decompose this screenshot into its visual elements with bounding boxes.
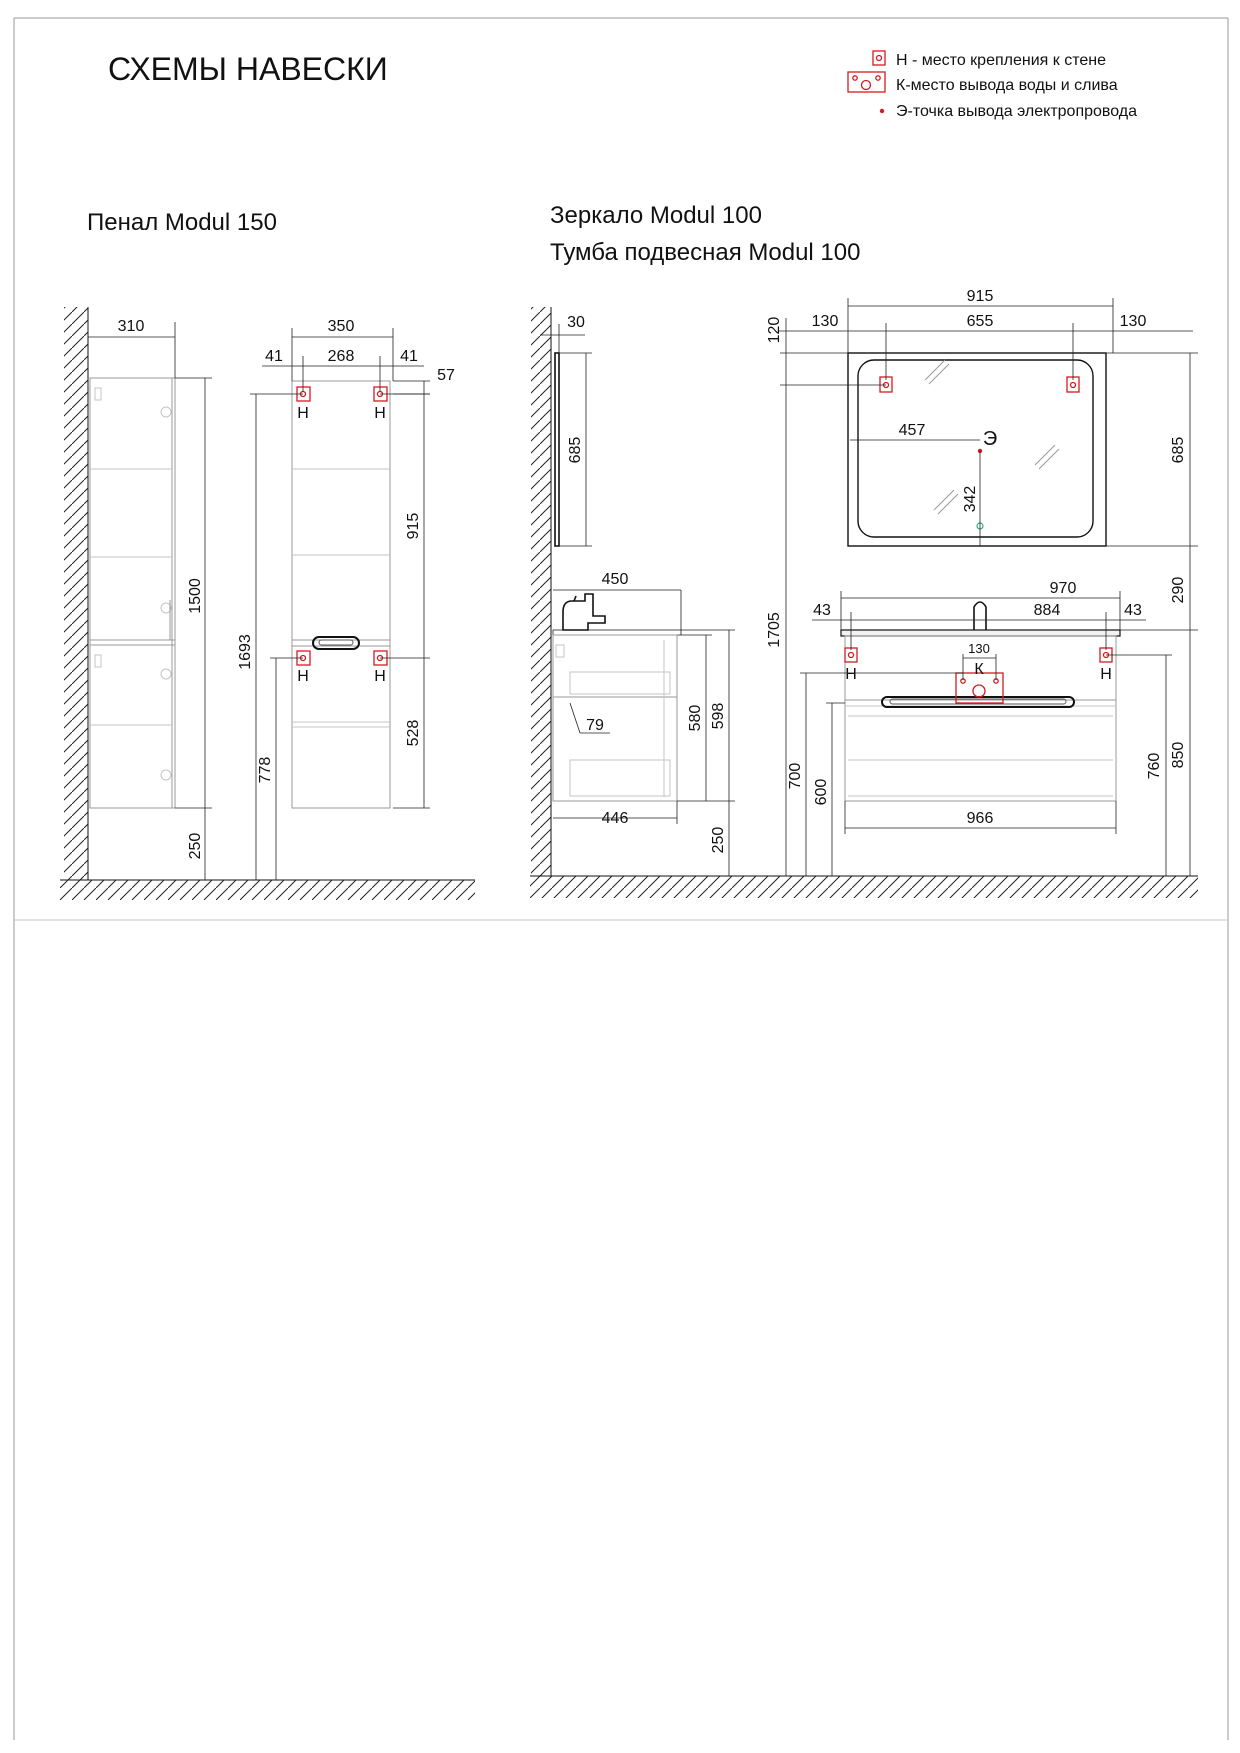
siphon-icon [974, 602, 986, 630]
dim-cabinet-width: 970 [1049, 580, 1077, 597]
dim-cabinet-water: 130 [968, 641, 990, 656]
dim-penal-edge-left: 41 [265, 348, 283, 365]
dim-cabinet-bottom-depth: 446 [601, 810, 629, 827]
dim-penal-upper: 915 [405, 512, 422, 540]
cabinet-front-view [787, 580, 1190, 876]
water-label: К [974, 661, 984, 678]
dim-cabinet-h700: 700 [787, 762, 804, 790]
penal-mount-mid-right [374, 651, 387, 685]
faucet-icon [563, 594, 605, 630]
penal-side-view [60, 307, 475, 900]
dim-mirror-height: 685 [1170, 436, 1187, 464]
dim-mirror-total: 1705 [766, 612, 783, 648]
dim-cabinet-outer-height: 598 [710, 702, 727, 730]
mirror-front-view [766, 288, 1198, 876]
penal-front-view [237, 318, 455, 880]
caption-cabinet: Тумба подвесная Modul 100 [550, 239, 861, 266]
dim-cabinet-between: 884 [1033, 602, 1061, 619]
caption-penal: Пенал Modul 150 [87, 209, 277, 236]
penal-mount-mid-left [297, 651, 310, 685]
water-outlet-icon [848, 72, 885, 92]
mirror-cabinet-side-view [530, 307, 1198, 898]
dim-mirror-depth: 30 [567, 314, 585, 331]
dim-mirror-left: 130 [811, 313, 839, 330]
mount-label: Н [374, 668, 386, 685]
dim-cabinet-right: 43 [1124, 602, 1142, 619]
page-title: СХЕМЫ НАВЕСКИ [108, 51, 388, 87]
dim-penal-total-top: 1693 [237, 634, 254, 670]
dim-mirror-elec-x: 457 [898, 422, 926, 439]
mount-label: Н [297, 405, 309, 422]
dim-cabinet-h760: 760 [1146, 752, 1163, 780]
dim-cabinet-notch: 79 [586, 717, 604, 734]
dim-penal-floor: 250 [187, 832, 204, 860]
dim-mirror-side-height: 685 [567, 436, 584, 464]
legend-mount: Н - место крепления к стене [896, 52, 1106, 69]
mount-point-icon [873, 51, 885, 65]
dim-mirror-elec-y: 342 [962, 485, 979, 513]
dim-penal-height: 1500 [187, 578, 204, 614]
electric-label: Э [982, 428, 998, 450]
dim-penal-width: 350 [327, 318, 355, 335]
dim-cabinet-left: 43 [813, 602, 831, 619]
dim-cabinet-inner-height: 580 [687, 704, 704, 732]
mount-label: Н [1100, 666, 1112, 683]
dim-mirror-gap: 290 [1170, 576, 1187, 604]
dim-penal-inner: 268 [327, 348, 355, 365]
mount-label: Н [845, 666, 857, 683]
dim-penal-depth: 310 [117, 318, 145, 335]
dim-penal-total-mid: 778 [257, 756, 274, 784]
dim-cabinet-bottom-width: 966 [966, 810, 994, 827]
cabinet-mount-left [845, 648, 857, 683]
electric-point-icon [880, 109, 884, 113]
dim-mirror-top: 120 [766, 316, 783, 344]
dim-penal-top-offset: 57 [437, 367, 455, 384]
dim-cabinet-h600: 600 [813, 778, 830, 806]
legend [848, 51, 1137, 120]
penal-mount-top-right [374, 387, 387, 422]
mount-label: Н [297, 668, 309, 685]
dim-penal-lower: 528 [405, 719, 422, 747]
dim-cabinet-floor: 250 [710, 826, 727, 854]
dim-cabinet-depth: 450 [601, 571, 629, 588]
dim-mirror-right: 130 [1119, 313, 1147, 330]
cabinet-mount-right [1100, 648, 1112, 683]
dim-mirror-between: 655 [966, 313, 994, 330]
dim-penal-edge-right: 41 [400, 348, 418, 365]
dim-mirror-width: 915 [966, 288, 994, 305]
penal-mount-top-left [297, 387, 310, 422]
dim-cabinet-h850: 850 [1170, 741, 1187, 769]
legend-water: К-место вывода воды и слива [896, 77, 1118, 94]
mount-label: Н [374, 405, 386, 422]
caption-mirror: Зеркало Modul 100 [550, 202, 762, 229]
legend-electric: Э-точка вывода электропровода [896, 103, 1138, 120]
